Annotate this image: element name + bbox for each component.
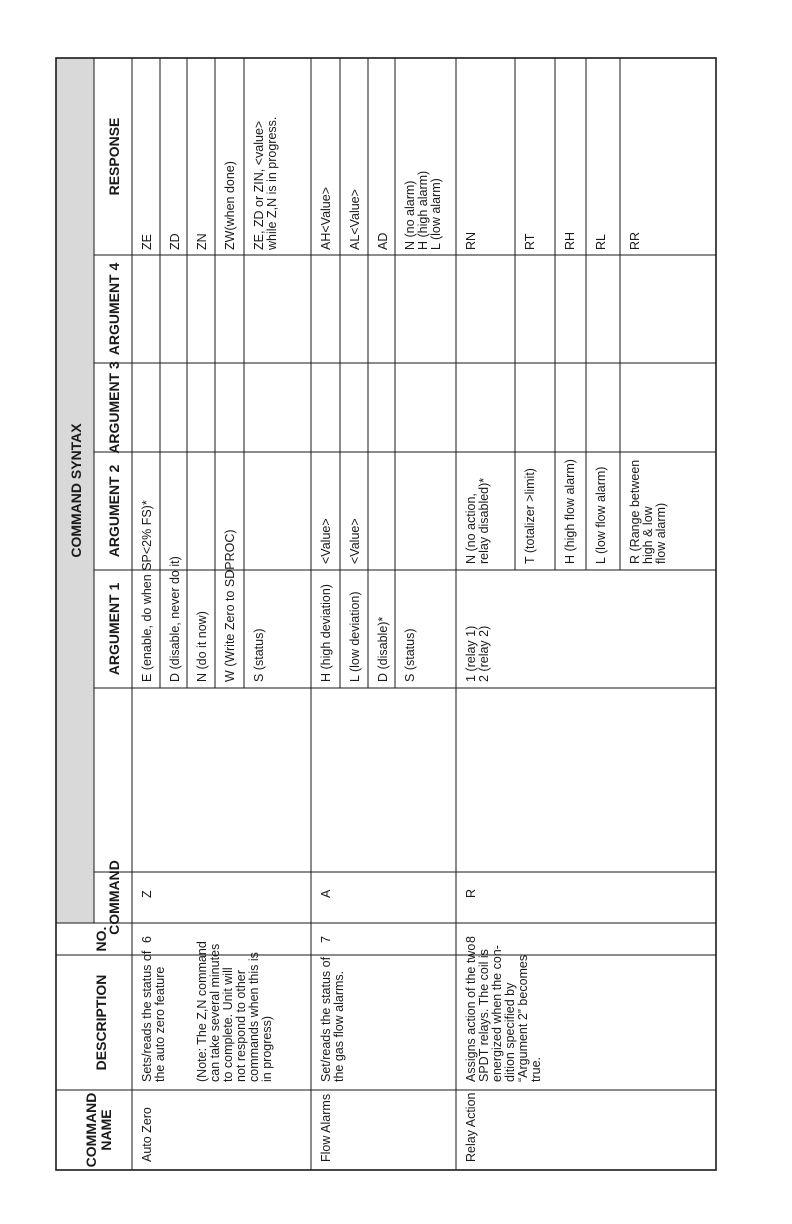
header-command-syntax: COMMAND SYNTAX [68, 423, 84, 558]
auto-zero-response-2: ZN [195, 233, 209, 250]
header-argument-4: ARGUMENT 4 [106, 262, 122, 356]
auto-zero-no: 6 [140, 936, 154, 943]
relay-action-command: R [464, 888, 478, 898]
auto-zero-note: (Note: The Z,N commandcan take several minutesto complete. Unit willnot respond to othercommands when this isin progress) [195, 941, 274, 1082]
header-argument-1: ARGUMENT 1 [106, 582, 122, 676]
flow-alarms-arg1-0: H (high deviation) [319, 584, 333, 682]
header-response: RESPONSE [106, 117, 122, 196]
relay-action-arg2-3: L (low flow alarm) [594, 466, 608, 564]
auto-zero-arg1-1: D (disable, never do it) [168, 556, 182, 682]
auto-zero-arg1-3: W (Write Zero to SDPROC) [223, 529, 237, 682]
relay-action-arg2-0: N (no action,relay disabled)* [464, 477, 491, 564]
relay-action-description: Assigns action of the twoSPDT relays. The coil isenergized when the con-dition specified by“Argument 2” becomestrue. [464, 943, 543, 1082]
flow-alarms-response-1: AL<Value> [348, 189, 362, 250]
relay-action-no: 8 [464, 936, 478, 943]
auto-zero-response-status: ZE, ZD or ZIN, <value>while Z,N is in progress. [252, 116, 279, 250]
relay-action-arg1: 1 (relay 1)2 (relay 2) [464, 625, 491, 682]
flow-alarms-arg1-2: D (disable)* [376, 616, 390, 682]
header-no: NO. [93, 926, 109, 952]
auto-zero-response-0: ZE [140, 234, 154, 250]
header-argument-3: ARGUMENT 3 [106, 361, 122, 454]
relay-action-response-1: RT [523, 233, 537, 250]
rotated-table [56, 58, 716, 1170]
relay-action-arg2-2: H (high flow alarm) [563, 459, 577, 564]
flow-alarms-description: Set/reads the status ofthe gas flow alarms. [319, 956, 346, 1082]
auto-zero-arg1-0: E (enable, do when SP<2% FS)* [140, 500, 154, 682]
relay-action-response-0: RN [464, 231, 478, 250]
auto-zero-arg1-2: N (do it now) [195, 611, 209, 682]
flow-alarms-arg2-1: <Value> [348, 518, 362, 564]
header-description: DESCRIPTION [93, 974, 109, 1071]
header-command: COMMAND [106, 860, 122, 935]
relay-action-response-2: RH [563, 231, 577, 250]
auto-zero-response-1: ZD [168, 233, 182, 250]
relay-action-arg2-range: R (Range betweenhigh & lowflow alarm) [628, 459, 668, 564]
flow-alarms-arg1-3: S (status) [403, 628, 417, 682]
flow-alarms-name: Flow Alarms [319, 1093, 333, 1162]
auto-zero-response-3: ZW(when done) [223, 161, 237, 250]
header-argument-2: ARGUMENT 2 [106, 464, 122, 558]
relay-action-response-4: RR [628, 231, 642, 250]
flow-alarms-arg1-1: L (low deviation) [348, 591, 362, 682]
flow-alarms-response-2: AD [376, 232, 390, 250]
relay-action-response-3: RL [594, 234, 608, 250]
flow-alarms-command: A [319, 889, 333, 898]
auto-zero-name: Auto Zero [140, 1107, 154, 1162]
flow-alarms-response-0: AH<Value> [319, 186, 333, 250]
auto-zero-command: Z [140, 890, 154, 898]
flow-alarms-arg2-0: <Value> [319, 518, 333, 564]
flow-alarms-response-status: N (no alarm)H (high alarm)L (low alarm) [403, 170, 443, 250]
auto-zero-description: Sets/reads the status ofthe auto zero feature [140, 950, 167, 1082]
relay-action-arg2-1: T (totalizer >limit) [523, 468, 537, 564]
auto-zero-arg1-4: S (status) [252, 628, 266, 682]
header-command-name: COMMANDNAME [83, 1092, 114, 1168]
flow-alarms-no: 7 [319, 936, 333, 943]
relay-action-name: Relay Action [464, 1092, 478, 1162]
